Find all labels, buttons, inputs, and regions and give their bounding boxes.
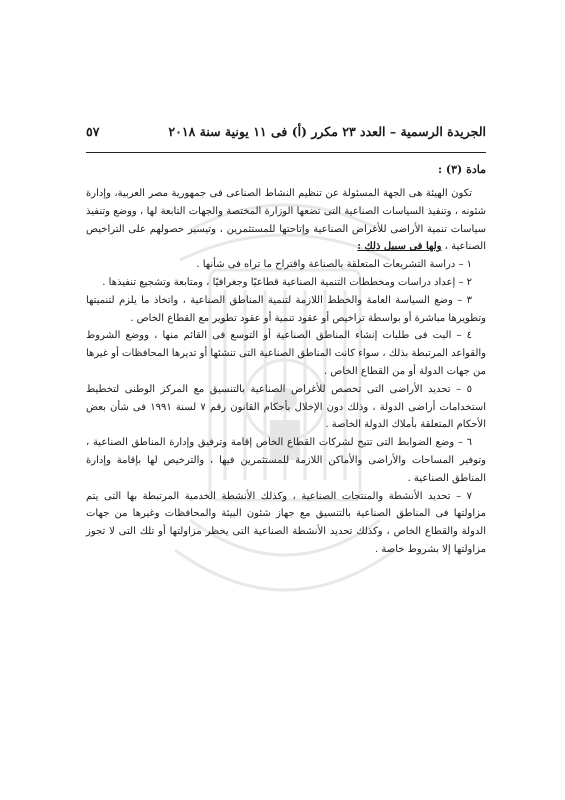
intro-text: تكون الهيئة هى الجهة المسئولة عن تنظيم النشاط الصناعى فى جمهورية مصر العربية، وإدارة شئونه ، وتنفيذ السياسات الصناعية التى تضعها الوزارة المختصة والجهات التابعة لها ، ووضع وتنفيذ سياسات تنمية الأراضى للأغراض الصناعية وإتاحتها للمستثمرين ، وتيسير حصولهم على التراخيص الصناعية ،	[86, 188, 486, 253]
header-divider	[86, 152, 486, 153]
list-item: ٦ – وضع الضوابط التى تتيح لشركات القطاع الخاص إقامة وترفيق وإدارة المناطق الصناعية ، وتوفير المساحات والأراضى والأماكن اللازمة للمستثمرين فيها ، والترخيص لها بإقامة وإدارة المناطق الصناعية .	[86, 437, 486, 484]
list-item: ٥ – تحديد الأراضى التى تخصص للأغراض الصناعية بالتنسيق مع المركز الوطنى لتخطيط استخدامات أراضى الدولة ، وذلك دون الإخلال بأحكام القانون رقم ٧ لسنة ١٩٩١ فى شأن بعض الأحكام المتعلقة بأملاك الدولة الخاصة .	[86, 383, 486, 431]
list-item: ٣ – وضع السياسة العامة والخطط اللازمة لتنمية المناطق الصناعية ، واتخاذ ما يلزم لتنميتها وتطويرها مباشرة أو بواسطة تراخيص أو عقود تنمية أو عقود تطوير مع القطاع الخاص .	[86, 294, 486, 324]
gazette-title: الجريدة الرسمية – العدد ٢٣ مكرر (أ) فى ١١ يونية سنة ٢٠١٨	[168, 124, 486, 139]
list-item: ٢ – إعداد دراسات ومخططات التنمية الصناعية قطاعيًا وجغرافيًا ، ومتابعة وتشجيع تنفيذها .	[102, 276, 472, 288]
article-title: مادة (٣) :	[438, 163, 486, 176]
list-item: ٤ – البت فى طلبات إنشاء المناطق الصناعية أو التوسع فى القائم منها ، ووضع الشروط والقواعد المرتبطة بذلك ، سواء كانت المناطق الصناعية التى تنشئها أو تديرها المحافظات أو غيرها من جهات الدولة أو من القطاع الخاص .	[86, 330, 486, 377]
article-intro	[86, 185, 486, 256]
page-header	[86, 124, 486, 139]
list-item: ٧ – تحديد الأنشطة والمنتجات الصناعية ، وكذلك الأنشطة الخدمية المرتبطة بها التى يتم مزاولتها فى المناطق الصناعية بالتنسيق مع جهاز شئون البيئة والمحافظات وغيرها من جهات الدولة والقطاع الخاص ، وكذلك تحديد الأنشطة الصناعية التى يحظر مزاولتها أو تلك التى لا تجوز مزاولتها إلا بشروط خاصة .	[86, 490, 486, 555]
list-item: ١ – دراسة التشريعات المتعلقة بالصناعة واقتراح ما تراه فى شأنها .	[196, 259, 472, 271]
article-body	[86, 185, 486, 559]
page-number: ٥٧	[86, 124, 100, 139]
intro-emphasis: ولها فى سبيل ذلك :	[357, 241, 442, 253]
